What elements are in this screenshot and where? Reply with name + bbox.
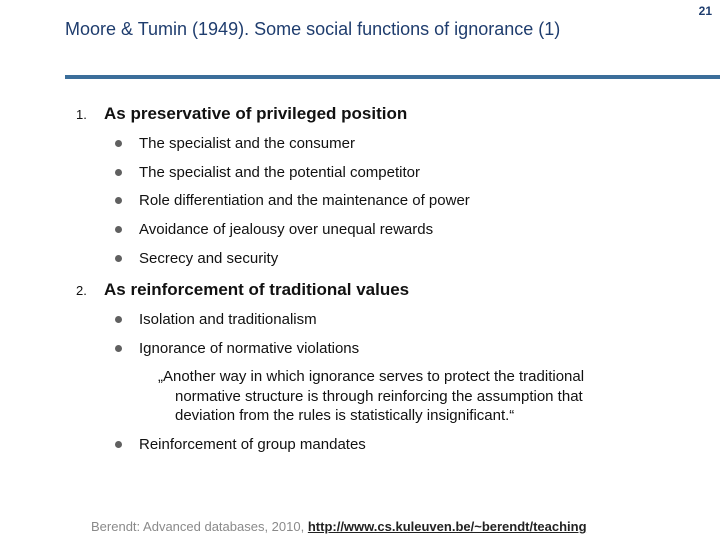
bullet-icon bbox=[115, 197, 122, 204]
bullet-icon bbox=[115, 169, 122, 176]
quote-line: deviation from the rules is statistically insignificant.“ bbox=[175, 407, 515, 424]
list-item bbox=[112, 338, 359, 358]
list-item bbox=[112, 190, 470, 210]
list-item-text: Isolation and traditionalism bbox=[139, 310, 317, 328]
bullet-icon bbox=[115, 255, 122, 262]
bullet-icon bbox=[115, 441, 122, 448]
bullet-icon bbox=[115, 345, 122, 352]
bullet-icon bbox=[115, 226, 122, 233]
section-number: 2. bbox=[76, 282, 87, 298]
footer bbox=[91, 519, 587, 534]
section-1-heading bbox=[76, 103, 407, 125]
footer-link[interactable]: http://www.cs.kuleuven.be/~berendt/teaching bbox=[307, 519, 587, 534]
quote-line: „Another way in which ignorance serves to protect the traditional bbox=[158, 368, 585, 385]
slide-title: Moore & Tumin (1949). Some social functions of ignorance (1) bbox=[65, 19, 561, 39]
quote-block bbox=[158, 367, 668, 426]
list-item-text: The specialist and the potential competitor bbox=[139, 163, 420, 181]
list-item bbox=[112, 219, 433, 239]
list-item-text: Role differentiation and the maintenance of power bbox=[139, 191, 470, 209]
bullet-icon bbox=[115, 140, 122, 147]
quote-line: normative structure is through reinforcing the assumption that bbox=[175, 387, 583, 405]
bullet-icon bbox=[115, 316, 122, 323]
title-divider bbox=[65, 75, 720, 79]
list-item-text: Avoidance of jealousy over unequal rewards bbox=[139, 220, 434, 238]
list-item bbox=[112, 162, 420, 182]
section-heading-text: As reinforcement of traditional values bbox=[104, 280, 410, 299]
page-number: 21 bbox=[698, 4, 712, 18]
list-item bbox=[112, 248, 278, 268]
section-number: 1. bbox=[76, 106, 87, 122]
footer-text: Berendt: Advanced databases, 2010, bbox=[91, 519, 308, 534]
list-item-text: The specialist and the consumer bbox=[139, 134, 355, 152]
list-item-text: Reinforcement of group mandates bbox=[139, 435, 366, 453]
list-item bbox=[112, 133, 355, 153]
list-item bbox=[112, 434, 366, 454]
section-heading-text: As preservative of privileged position bbox=[104, 104, 408, 123]
section-2-heading bbox=[76, 279, 409, 301]
list-item bbox=[112, 309, 317, 329]
list-item-text: Ignorance of normative violations bbox=[139, 339, 360, 357]
list-item-text: Secrecy and security bbox=[139, 249, 279, 267]
